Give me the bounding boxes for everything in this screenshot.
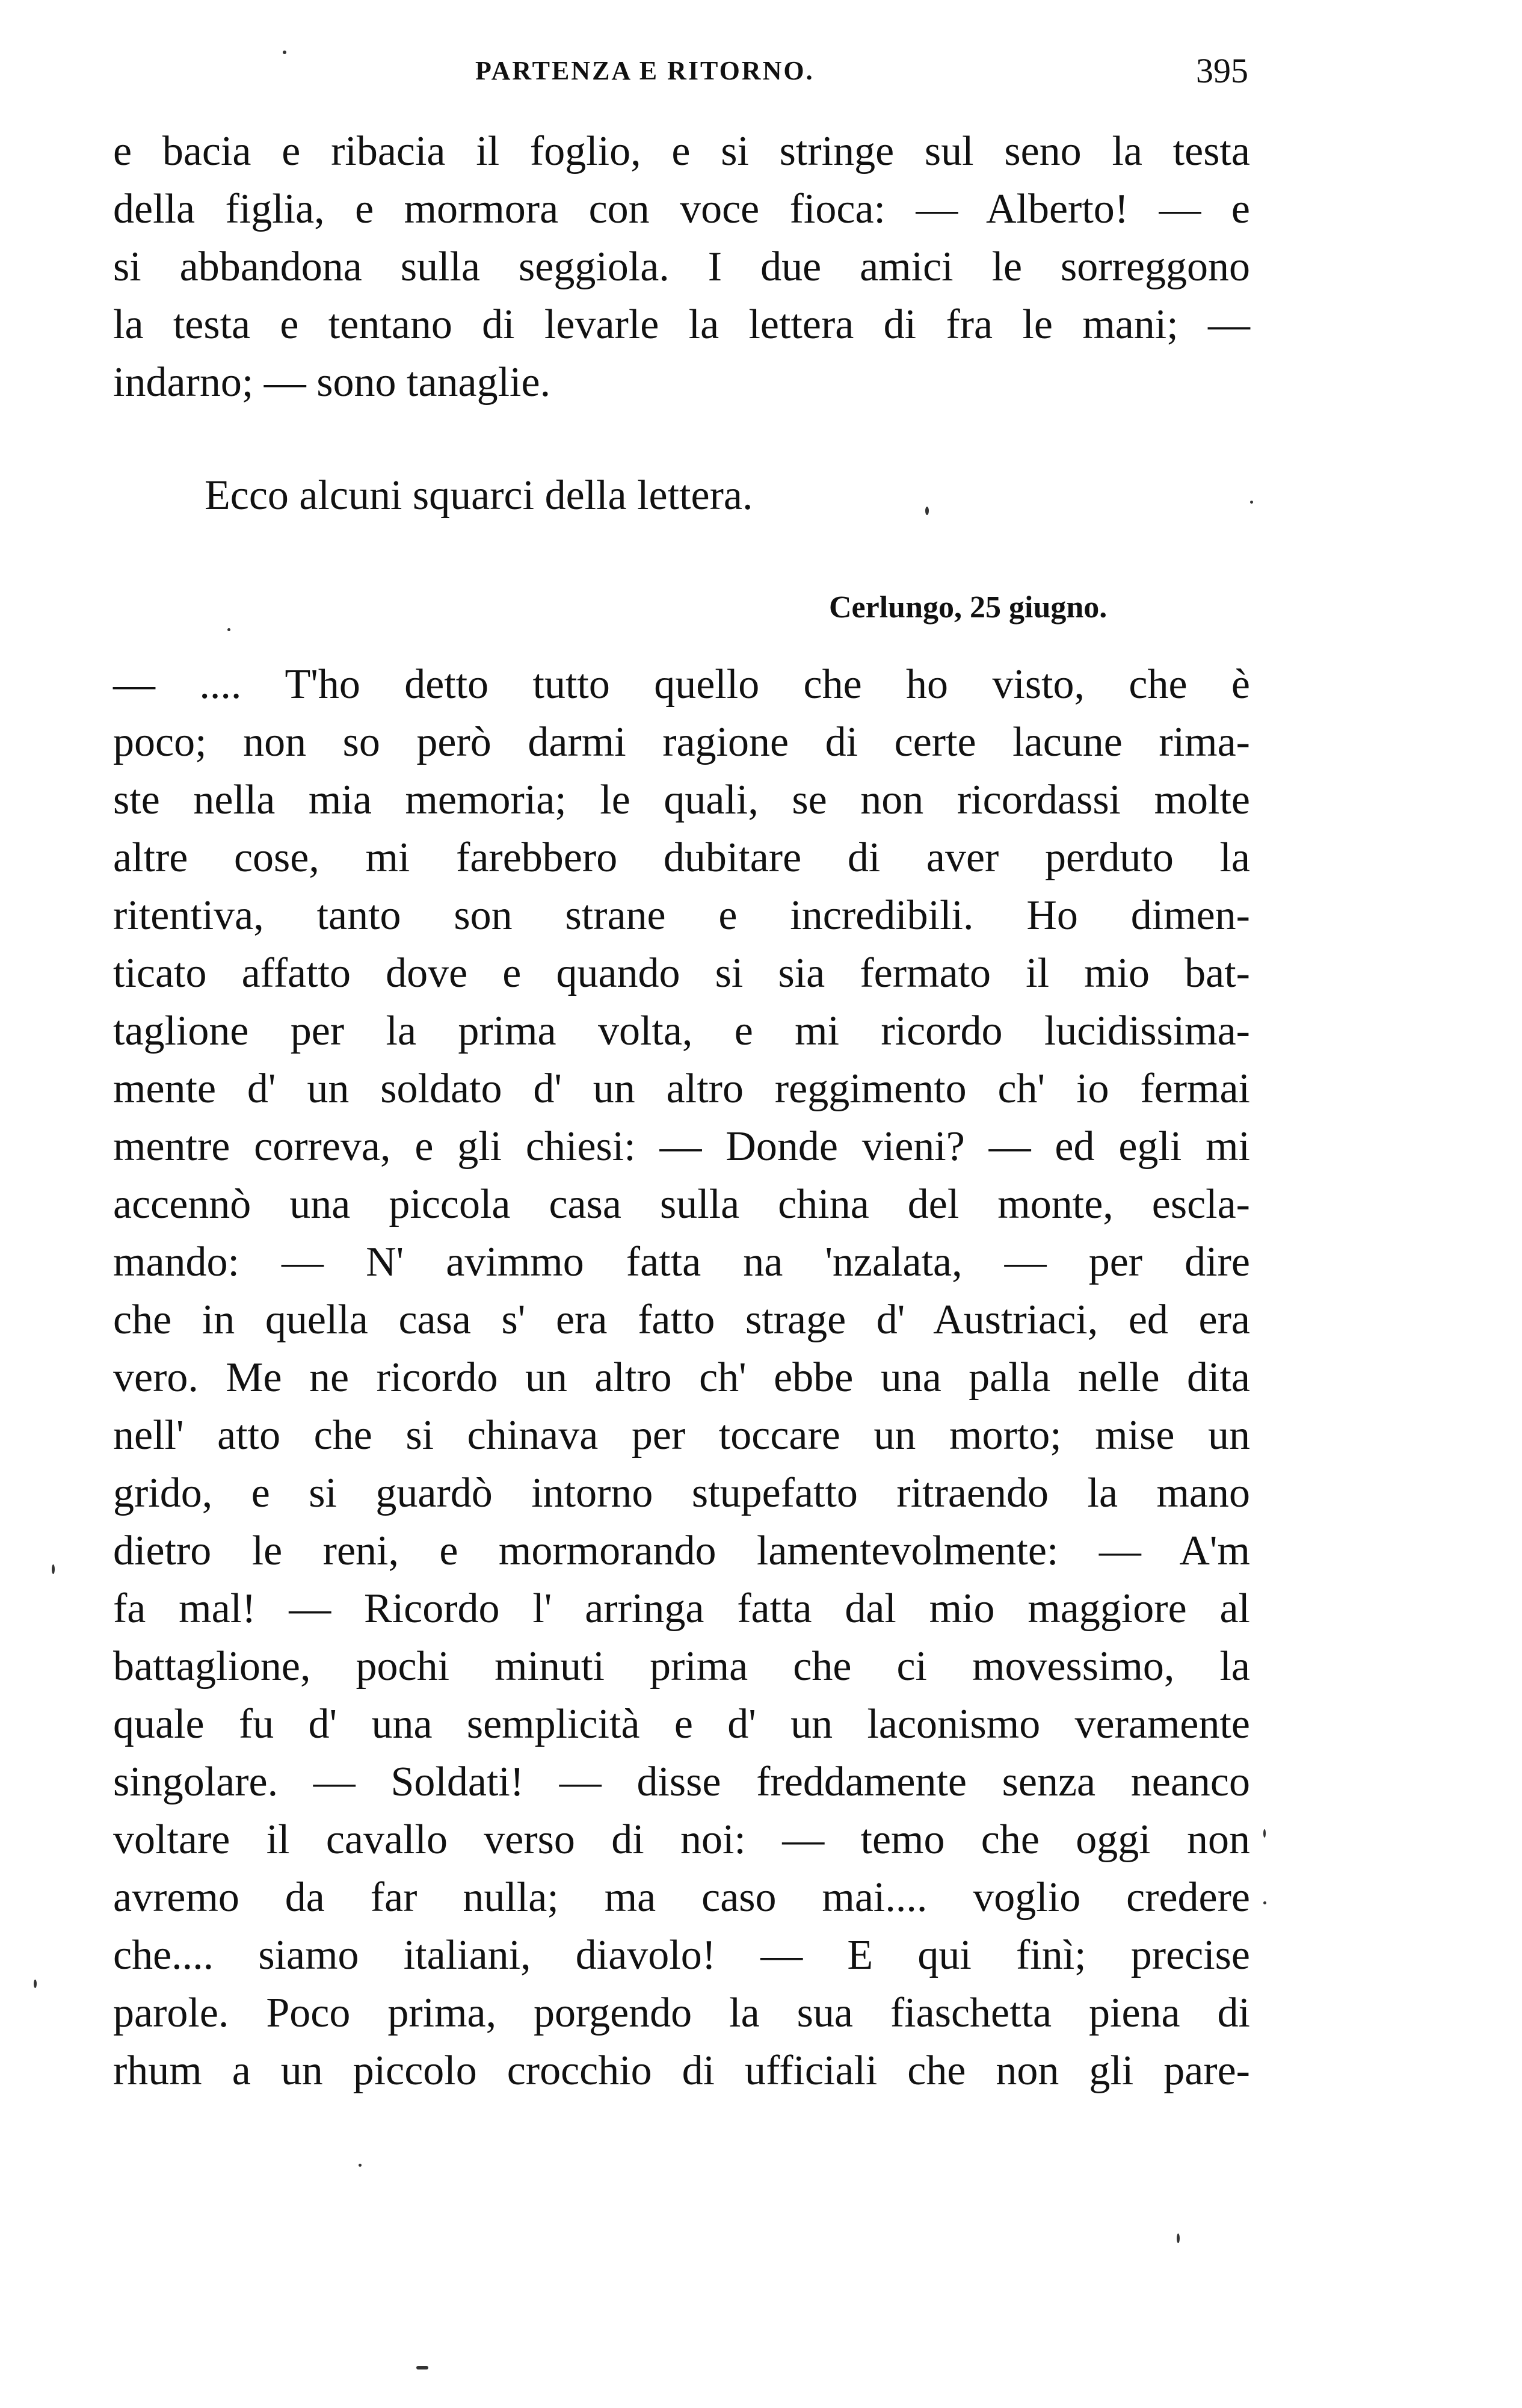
text-line: della figlia, e mormora con voce fioca: — Alberto! — e xyxy=(113,186,1250,232)
text-line: battaglione, pochi minuti prima che ci movessimo, la xyxy=(113,1643,1250,1690)
text-line: mando: — N' avimmo fatta na 'nzalata, — per dire xyxy=(113,1239,1250,1285)
text-line: altre cose, mi farebbero dubitare di aver perduto la xyxy=(113,835,1250,881)
text-line: che in quella casa s' era fatto strage d' Austriaci, ed era xyxy=(113,1297,1250,1343)
text-line: si abbandona sulla seggiola. I due amici le sorreggono xyxy=(113,244,1250,290)
page-number: 395 xyxy=(1196,51,1248,90)
text-line: singolare. — Soldati! — disse freddamente senza neanco xyxy=(113,1759,1250,1805)
paragraph-1 xyxy=(113,123,1250,412)
text-line: poco; non so però darmi ragione di certe lacune rima- xyxy=(113,719,1250,765)
scan-speck xyxy=(359,2164,362,2167)
text-line: che.... siamo italiani, diavolo! — E qui finì; precise xyxy=(113,1932,1250,1978)
text-line: ritentiva, tanto son strane e incredibili. Ho dimen- xyxy=(113,892,1250,939)
text-line: mente d' un soldato d' un altro reggimento ch' io fermai xyxy=(113,1066,1250,1112)
text-line: voltare il cavallo verso di noi: — temo che oggi non xyxy=(113,1817,1250,1863)
text-line: grido, e si guardò intorno stupefatto ritraendo la mano xyxy=(113,1470,1250,1516)
text-line: fa mal! — Ricordo l' arringa fatta dal mio maggiore al xyxy=(113,1585,1250,1632)
text-line: ste nella mia memoria; le quali, se non ricordassi molte xyxy=(113,777,1250,823)
scan-speck xyxy=(925,507,929,515)
text-line: avremo da far nulla; ma caso mai.... voglio credere xyxy=(113,1874,1250,1921)
text-line: taglione per la prima volta, e mi ricordo lucidissima- xyxy=(113,1008,1250,1054)
letter-text xyxy=(113,656,1250,2100)
text-line: dietro le reni, e mormorando lamentevolmente: — A'm xyxy=(113,1528,1250,1574)
scan-speck xyxy=(1263,1901,1266,1904)
text-line: rhum a un piccolo crocchio di ufficiali che non gli pare- xyxy=(113,2048,1250,2094)
scan-speck xyxy=(1250,501,1253,504)
intro-line: Ecco alcuni squarci della lettera. xyxy=(205,472,753,519)
scan-speck xyxy=(52,1564,55,1574)
scan-speck xyxy=(227,628,230,631)
scan-speck xyxy=(1263,1829,1266,1838)
text-line: indarno; — sono tanaglie. xyxy=(113,359,551,406)
scan-speck xyxy=(283,51,286,54)
scan-speck xyxy=(416,2366,428,2369)
text-line: la testa e tentano di levarle la lettera di fra le mani; — xyxy=(113,301,1250,348)
text-line: quale fu d' una semplicità e d' un laconismo veramente xyxy=(113,1701,1250,1747)
text-line: — .... T'ho detto tutto quello che ho visto, che è xyxy=(113,661,1250,708)
text-line: vero. Me ne ricordo un altro ch' ebbe una palla nelle dita xyxy=(113,1354,1250,1401)
text-line: accennò una piccola casa sulla china del monte, escla- xyxy=(113,1181,1250,1227)
text-line: e bacia e ribacia il foglio, e si stringe sul seno la testa xyxy=(113,128,1250,174)
text-line: nell' atto che si chinava per toccare un morto; mise un xyxy=(113,1412,1250,1459)
scan-speck xyxy=(34,1980,37,1988)
text-line: parole. Poco prima, porgendo la sua fiaschetta piena di xyxy=(113,1990,1250,2036)
text-line: ticato affatto dove e quando si sia fermato il mio bat- xyxy=(113,950,1250,996)
running-title: PARTENZA E RITORNO. xyxy=(475,56,815,85)
letter-dateline: Cerlungo, 25 giugno. xyxy=(829,590,1108,625)
scan-speck xyxy=(1177,2234,1180,2243)
text-line: mentre correva, e gli chiesi: — Donde vieni? — ed egli mi xyxy=(113,1123,1250,1170)
